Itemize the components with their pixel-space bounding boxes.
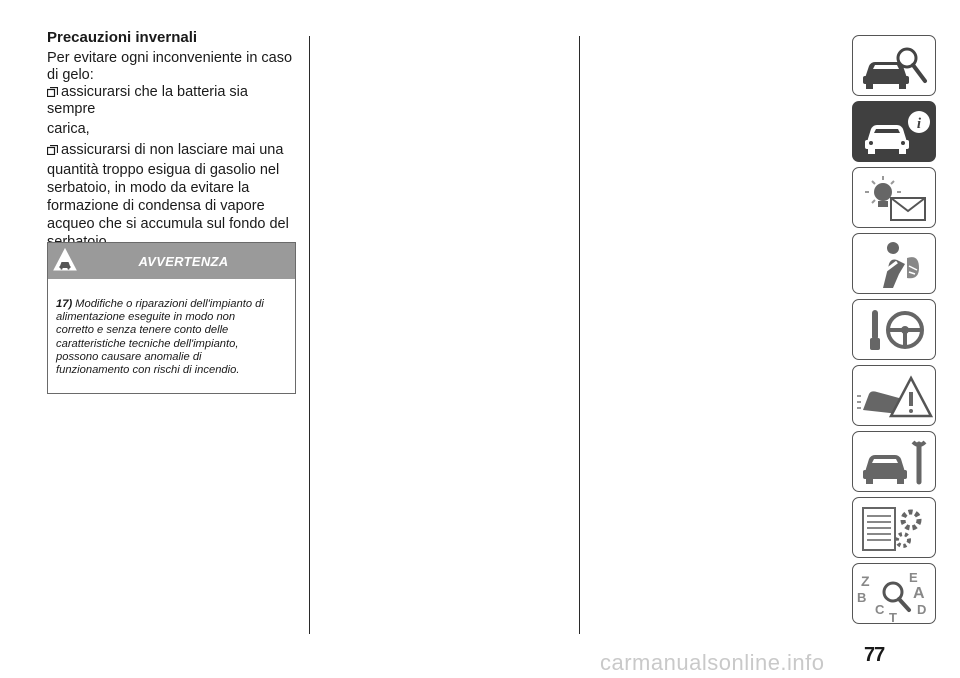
note-number: 17) [56,298,73,310]
warning-line: funzionamento con rischi di incendio. [56,364,240,377]
bullet-continuation [47,161,299,251]
bullet-line: quantità troppo esigua di gasolio nel [47,162,280,178]
svg-text:i: i [916,116,922,132]
index-letter: E [909,570,918,585]
alphabetical-index-icon [853,564,937,625]
safety-airbag-icon [853,234,937,295]
key-steering-wheel-icon [853,300,937,361]
index-letter: C [875,602,885,617]
index-letter: T [889,610,897,625]
warning-line: caratteristiche tecniche dell'impianto, [56,337,239,350]
car-search-icon [853,36,937,97]
watermark: carmanualsonline.info [600,650,825,675]
warning-title: AVVERTENZA [138,254,229,269]
column-divider [579,36,580,634]
tab-car-search[interactable] [852,35,936,96]
tab-car-info[interactable] [852,101,936,162]
intro-line: Per evitare ogni inconveniente in caso [47,50,293,66]
warning-header [48,243,295,279]
bullet-line: assicurarsi di non lasciare mai una [61,142,284,158]
index-letter: D [917,602,927,617]
section-heading: Precauzioni invernali [47,29,198,46]
tab-starting-driving[interactable] [852,299,936,360]
tab-technical-data[interactable] [852,497,936,558]
warning-box [47,242,296,394]
specs-gears-icon [853,498,937,559]
tab-maintenance[interactable] [852,431,936,492]
column-divider [309,36,310,634]
bullet-item [47,142,299,159]
index-letter: B [857,590,867,605]
bullet-line: carica, [47,121,90,137]
tab-emergency[interactable] [852,365,936,426]
warning-line: alimentazione eseguite in modo non [56,311,236,324]
index-letter: Z [861,573,870,589]
warning-line: possono causare anomalie di [56,350,202,363]
tab-safety[interactable] [852,233,936,294]
car-wrench-icon [853,432,937,493]
bullet-line: assicurarsi che la batteria sia sempre [47,84,248,117]
intro-line: di gelo: [47,67,94,83]
warning-text [48,279,295,377]
bullet-line: serbatoio, in modo da evitare la [47,180,250,196]
warning-lights-icon [853,168,937,229]
tab-index[interactable] [852,563,936,624]
main-text-column [47,28,299,251]
bullet-square-icon [47,145,58,155]
warning-line: Modifiche o riparazioni dell'impianto di [75,298,264,310]
index-letter: A [913,585,925,602]
bullet-item [47,84,299,118]
car-info-icon [853,102,937,163]
page-number: 77 [864,644,885,666]
bullet-line: acqueo che si accumula sul fondo del [47,216,289,232]
warning-line: corretto e senza tenere conto delle [56,324,229,337]
bullet-continuation [47,120,299,138]
bullet-square-icon [47,87,58,97]
car-accident-warning-icon [853,366,937,427]
tab-warning-lights[interactable] [852,167,936,228]
bullet-line: formazione di condensa di vapore [47,198,265,214]
intro-paragraph [47,50,299,84]
